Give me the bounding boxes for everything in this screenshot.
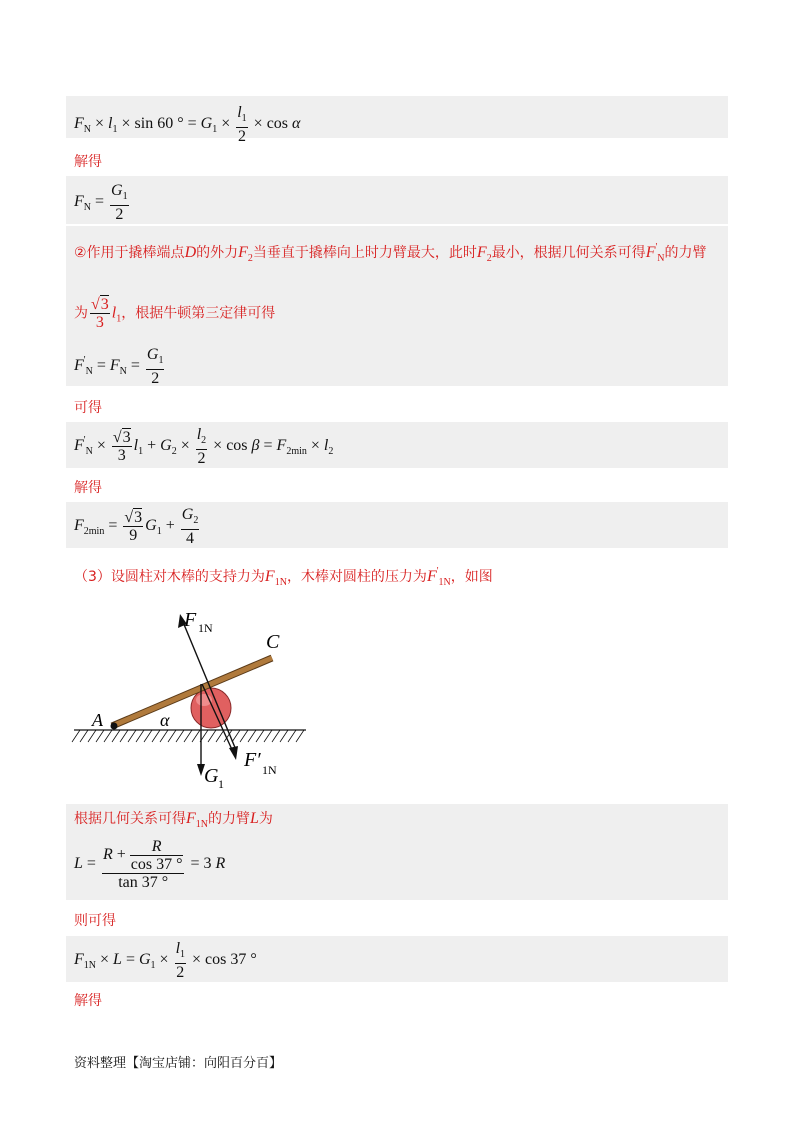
equation-5: $F_{2min}$ = $\frac{√3}{9}$ $G_1$ + $\frac{G_2}{4}$ (74, 506, 199, 547)
force-f1n-prime-arrowhead (229, 746, 238, 760)
pivot-point-a (111, 723, 118, 730)
label-f1n-prime: F′ (244, 749, 261, 771)
paragraph-2: ②作用于撬棒端点D的外力$F_2$当垂直于撬棒向上时力臂最大，此时$F_2$最小，根据几何关系可得$F'_N$的力臂 (74, 242, 707, 264)
equation-7: $F_{1N} \times L = G_1$ × $\frac{l_1}{2}$ × cos 37 ° (74, 940, 257, 981)
label-jiede-2: 解得 (74, 480, 102, 496)
label-g1-sub: 1 (218, 777, 224, 791)
force-diagram (66, 600, 316, 800)
footer-source: 资料整理【淘宝店铺：向阳百分百】 (74, 1056, 283, 1071)
label-zekede: 则可得 (74, 913, 116, 929)
wooden-rod-fill (112, 658, 272, 726)
paragraph-lever-arm: 根据几何关系可得$F_{1N}$的力臂L为 (74, 810, 273, 830)
paragraph-3: （3）设圆柱对木棒的支持力为$F_{1N}$，木棒对圆柱的压力为$F'_{1N}$，如图 (74, 566, 493, 588)
label-jiede-1: 解得 (74, 154, 102, 170)
label-c: C (266, 631, 280, 653)
equation-2: $F_N$ = $\frac{G_1}{2}$ (74, 182, 128, 223)
label-f1n-prime-sub: 1N (262, 763, 277, 777)
label-a: A (92, 710, 103, 730)
force-f1n-line (183, 622, 236, 750)
equation-3: $F'_N = F_N$ = $\frac{G_1}{2}$ (74, 346, 164, 387)
label-jiede-3: 解得 (74, 993, 102, 1009)
equation-4: $F'_N$ × $\frac{√3}{3}$ $l_1 + G_2$ × $\frac{l_2}{2}$ × $\cos \beta = F_{2min} \times l_2$ (74, 426, 334, 467)
label-f1n: F (184, 609, 197, 631)
label-kede: 可得 (74, 400, 102, 416)
ground-hatch (72, 730, 304, 742)
equation-1: $F_N \times l_1 \times \sin 60$ ° = $G_1$ × $\frac{l_1}{2}$ × cos α (74, 104, 301, 145)
eq2-band (66, 176, 728, 224)
label-g1: G (204, 765, 219, 787)
label-f1n-sub: 1N (198, 621, 213, 635)
label-alpha: α (160, 710, 170, 730)
equation-6: L = R + $\frac{R}{\cos 37 ^\circ}$ tan 37 ° = 3 R (74, 838, 226, 891)
paragraph-2-cont: 为 $\frac{√3}{3}$ $l_1$，根据牛顿第三定律可得 (74, 296, 276, 331)
